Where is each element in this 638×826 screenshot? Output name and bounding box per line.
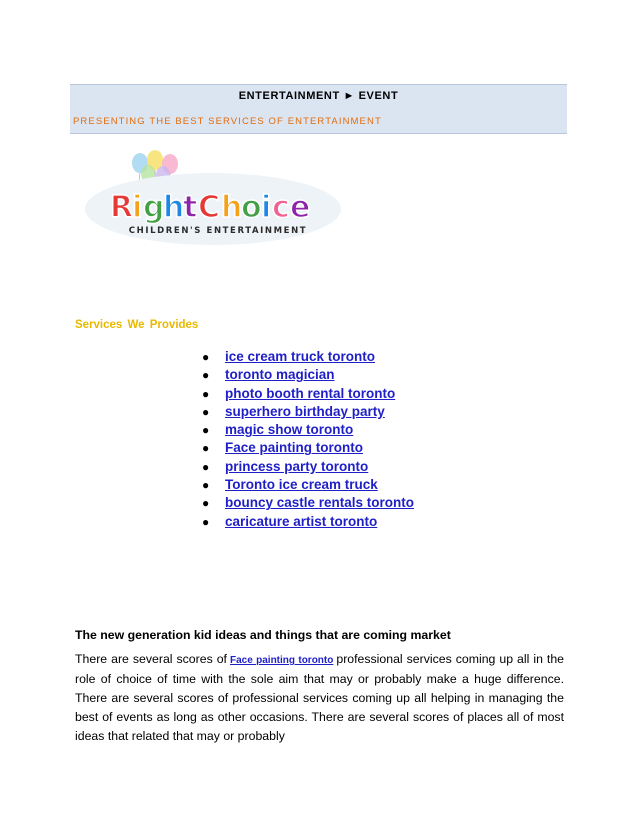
svg-text:h: h <box>221 190 243 225</box>
list-item <box>202 366 414 384</box>
service-link[interactable]: superhero birthday party <box>225 403 385 419</box>
list-item <box>202 458 414 476</box>
list-item <box>202 403 414 421</box>
list-item <box>202 439 414 457</box>
bullet-icon: ● <box>202 441 210 456</box>
list-item <box>202 476 414 494</box>
service-link[interactable]: Toronto ice cream truck <box>225 477 378 493</box>
svg-text:h: h <box>163 190 185 225</box>
service-link[interactable]: caricature artist toronto <box>225 513 378 529</box>
article-title: The new generation kid ideas and things that are coming market <box>75 628 451 642</box>
svg-text:e: e <box>290 190 311 225</box>
bullet-icon: ● <box>202 478 210 493</box>
bullet-icon: ● <box>202 386 210 401</box>
right-choice-logo <box>78 147 348 255</box>
list-item <box>202 348 414 366</box>
bullet-icon: ● <box>202 350 210 364</box>
services-heading: Services We Provides <box>75 319 199 331</box>
svg-text:o: o <box>241 190 262 225</box>
article-text-rest: professional services coming up all in the role of choice of time with the sole aim that may or probably make a huge difference. There are several scores of professional services coming up all helping in managing the best of events as long as other occasions. There are several scores of places all of most ideas that related that may or probably <box>75 652 564 743</box>
svg-text:t: t <box>183 190 198 225</box>
list-item <box>202 494 414 512</box>
svg-text:g: g <box>143 190 165 225</box>
page-title: ENTERTAINMENT ► EVENT <box>238 90 399 102</box>
svg-text:c: c <box>272 190 290 225</box>
svg-text:i: i <box>261 190 272 225</box>
services-list <box>202 348 414 531</box>
bullet-icon: ● <box>202 459 210 474</box>
bullet-icon: ● <box>202 423 210 438</box>
service-link[interactable]: princess party toronto <box>225 458 369 474</box>
bullet-icon: ● <box>202 368 210 383</box>
bullet-icon: ● <box>202 496 210 511</box>
svg-text:i: i <box>132 190 143 225</box>
page-subtitle: PRESENTING THE BEST SERVICES OF ENTERTAINMENT <box>73 116 382 127</box>
service-link[interactable]: Face painting toronto <box>225 440 363 456</box>
bullet-icon: ● <box>202 404 210 419</box>
list-item <box>202 385 414 403</box>
article-body <box>75 650 564 746</box>
service-link[interactable]: bouncy castle rentals toronto <box>225 495 415 511</box>
service-link[interactable]: magic show toronto <box>225 422 354 438</box>
svg-text:R: R <box>110 190 134 225</box>
article-text-start: There are several scores of <box>75 652 227 666</box>
list-item <box>202 513 414 531</box>
service-link[interactable]: photo booth rental toronto <box>225 385 396 401</box>
service-link[interactable]: toronto magician <box>225 367 335 383</box>
svg-text:C: C <box>198 190 221 225</box>
inline-link[interactable]: Face painting toronto <box>229 655 334 666</box>
bullet-icon: ● <box>202 514 210 529</box>
logo-tagline: CHILDREN'S ENTERTAINMENT <box>128 226 308 236</box>
service-link[interactable]: ice cream truck toronto <box>225 349 376 364</box>
header-band <box>70 84 567 134</box>
list-item <box>202 421 414 439</box>
